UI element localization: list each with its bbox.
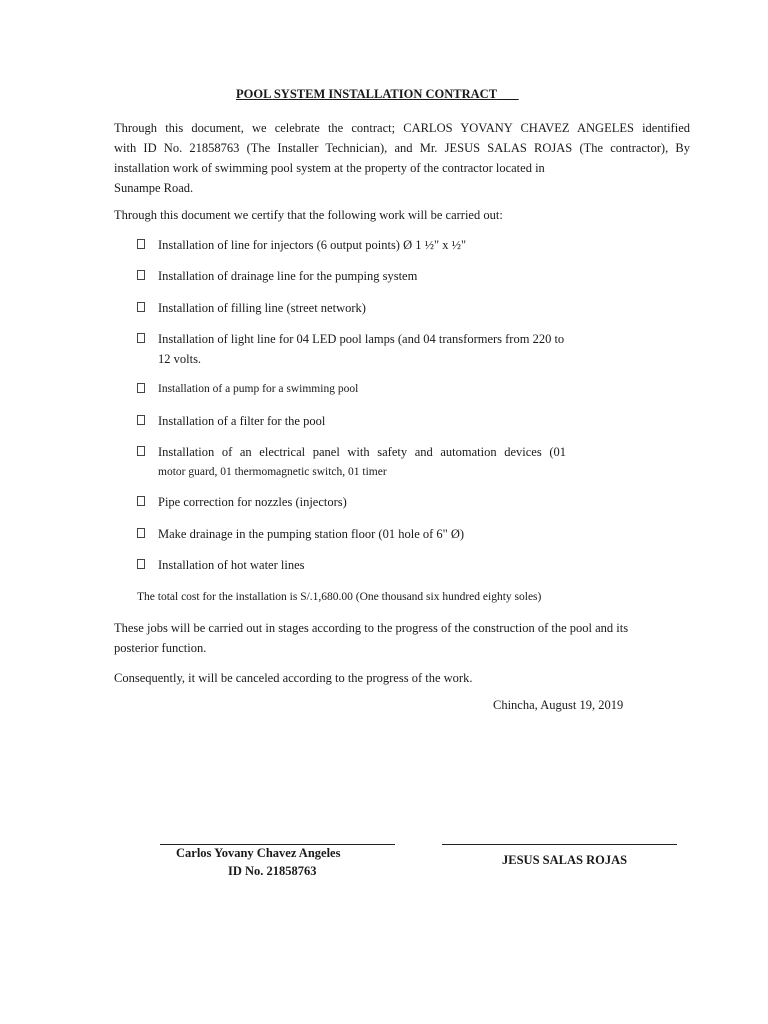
list-item-text: Installation of light line for 04 LED pool lamps (and 04 transformers from 220 to — [158, 332, 565, 346]
contract-title-text: POOL SYSTEM INSTALLATION CONTRACT — [236, 87, 497, 101]
stages-line: These jobs will be carried out in stages according to the progress of the construction of the pool and its — [114, 621, 629, 635]
consequently-paragraph: Consequently, it will be canceled according to the progress of the work. — [114, 671, 473, 685]
checkbox-bullet-icon — [137, 559, 145, 569]
list-item-text: Installation of filling line (street network) — [158, 301, 366, 315]
list-item-text: Installation of an electrical panel with safety and automation devices (01 — [158, 445, 566, 459]
list-item-text-continued: motor guard, 01 thermomagnetic switch, 01 timer — [158, 466, 387, 478]
list-item-text-continued: 12 volts. — [158, 352, 202, 366]
place-date: Chincha, August 19, 2019 — [493, 698, 624, 712]
stages-paragraph — [114, 618, 674, 658]
list-item-text: Installation of a pump for a swimming pool — [158, 383, 359, 395]
stages-line: posterior function. — [114, 641, 207, 655]
certify-paragraph: Through this document we certify that the following work will be carried out: — [114, 208, 503, 222]
contractor-name: JESUS SALAS ROJAS — [502, 853, 628, 867]
checkbox-bullet-icon — [137, 302, 145, 312]
list-item-text: Make drainage in the pumping station floor (01 hole of 6" Ø) — [158, 527, 465, 541]
list-item-text: Installation of drainage line for the pumping system — [158, 269, 418, 283]
installer-id: ID No. 21858763 — [228, 864, 317, 878]
contractor-signature-line — [442, 844, 677, 845]
checkbox-bullet-icon — [137, 415, 145, 425]
checkbox-bullet-icon — [137, 239, 145, 249]
checkbox-bullet-icon — [137, 383, 145, 393]
installer-name: Carlos Yovany Chavez Angeles — [176, 846, 341, 860]
list-item-text: Installation of line for injectors (6 output points) Ø 1 ½" x ½" — [158, 238, 467, 252]
installer-signature-line — [160, 844, 395, 845]
intro-line: with ID No. 21858763 (The Installer Technician), and Mr. JESUS SALAS ROJAS (The contractor), By — [114, 141, 690, 155]
list-item-text: Pipe correction for nozzles (injectors) — [158, 495, 347, 509]
list-item-text: Installation of hot water lines — [158, 558, 305, 572]
total-cost-text: The total cost for the installation is S/.1,680.00 (One thousand six hundred eighty soles) — [137, 591, 542, 603]
intro-line: Sunampe Road. — [114, 181, 194, 195]
intro-line: installation work of swimming pool system at the property of the contractor located in — [114, 161, 545, 175]
checkbox-bullet-icon — [137, 496, 145, 506]
list-item-text: Installation of a filter for the pool — [158, 414, 326, 428]
contract-title — [236, 87, 519, 102]
checkbox-bullet-icon — [137, 333, 145, 343]
intro-paragraph — [114, 118, 690, 198]
checkbox-bullet-icon — [137, 446, 145, 456]
checkbox-bullet-icon — [137, 270, 145, 280]
checkbox-bullet-icon — [137, 528, 145, 538]
intro-line: Through this document, we celebrate the contract; CARLOS YOVANY CHAVEZ ANGELES identified — [114, 121, 690, 135]
